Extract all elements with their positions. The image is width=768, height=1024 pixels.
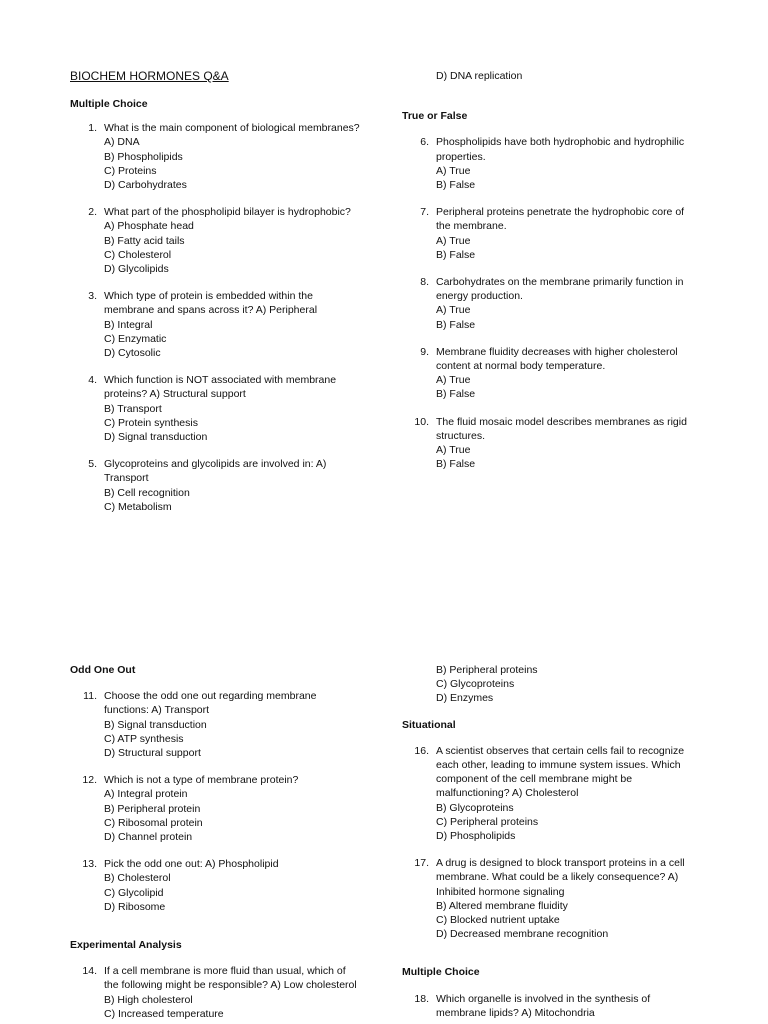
question-number: 8. xyxy=(420,276,429,289)
answer-option: D) Phospholipids xyxy=(436,830,516,843)
question-text: If a cell membrane is more fluid than usual, which of xyxy=(104,965,346,978)
question-item xyxy=(70,373,370,444)
answer-option: C) Ribosomal protein xyxy=(104,816,203,829)
answer-option: C) Blocked nutrient uptake xyxy=(436,914,560,927)
question-number: 18. xyxy=(414,992,429,1005)
question-item xyxy=(402,275,722,332)
answer-option: B) Integral xyxy=(104,318,153,331)
answer-option: B) False xyxy=(436,388,476,401)
question-number: 12. xyxy=(82,774,97,787)
question-number: 2. xyxy=(88,206,97,219)
question-item xyxy=(70,457,370,514)
answer-option: B) Phospholipids xyxy=(104,150,183,163)
answer-option: B) False xyxy=(436,318,476,331)
question-number: 1. xyxy=(88,122,97,135)
question-text: Glycoproteins and glycolipids are involved in: A) xyxy=(104,458,327,471)
page1-right-column xyxy=(402,69,722,471)
question-list xyxy=(70,689,370,914)
answer-option: B) Altered membrane fluidity xyxy=(436,899,568,912)
question-text: Which type of protein is embedded within the xyxy=(104,290,313,303)
question-item xyxy=(70,205,370,276)
section-list xyxy=(70,663,370,1021)
question-text: content at normal body temperature. xyxy=(436,360,606,373)
question-item xyxy=(402,744,722,843)
answer-option: D) Cytosolic xyxy=(104,347,161,360)
answer-option: D) Structural support xyxy=(104,747,201,760)
answer-option: A) Phosphate head xyxy=(104,220,194,233)
question-text: structures. xyxy=(436,429,486,442)
question-section xyxy=(402,718,722,942)
answer-option: B) Cell recognition xyxy=(104,486,190,499)
question-text: The fluid mosaic model describes membranes as rigid xyxy=(436,415,687,428)
answer-option: D) Carbohydrates xyxy=(104,179,187,192)
answer-option: B) False xyxy=(436,458,476,471)
answer-option: C) Glycolipid xyxy=(104,886,164,899)
page2-left-column xyxy=(70,663,370,1021)
answer-option: A) True xyxy=(436,374,471,387)
question-item xyxy=(402,205,722,262)
question-text: Which organelle is involved in the synthesis of xyxy=(436,992,651,1005)
answer-option: D) Ribosome xyxy=(104,900,166,913)
answer-option: D) Enzymes xyxy=(436,692,494,705)
question-number: 16. xyxy=(414,744,429,757)
question-text: each other, leading to immune system issues. Which xyxy=(436,759,681,772)
continued-option: D) DNA replication xyxy=(436,70,523,82)
answer-option: B) False xyxy=(436,179,476,192)
section-heading: Situational xyxy=(402,718,456,731)
question-item xyxy=(70,689,370,760)
question-text: Pick the odd one out: A) Phospholipid xyxy=(104,858,279,871)
answer-option: A) True xyxy=(436,304,471,317)
answer-option: C) ATP synthesis xyxy=(104,732,184,745)
question-text: Which function is NOT associated with membrane xyxy=(104,374,337,387)
page2-right-column xyxy=(402,663,722,1020)
section-heading: Multiple Choice xyxy=(402,966,480,979)
question-number: 13. xyxy=(82,858,97,871)
question-list xyxy=(402,744,722,942)
answer-option: B) Signal transduction xyxy=(104,718,207,731)
answer-option: B) High cholesterol xyxy=(104,993,193,1006)
question-section xyxy=(70,663,370,914)
document-title: BIOCHEM HORMONES Q&A xyxy=(70,69,229,83)
question-text: Membrane fluidity decreases with higher cholesterol xyxy=(436,345,678,358)
answer-option: B) Glycoproteins xyxy=(436,801,514,814)
section-heading: Odd One Out xyxy=(70,664,136,676)
question-item xyxy=(402,345,722,402)
question-text: Inhibited hormone signaling xyxy=(436,885,565,898)
question-text: A scientist observes that certain cells fail to recognize xyxy=(436,744,685,757)
question-text: malfunctioning? A) Cholesterol xyxy=(436,787,579,800)
question-item xyxy=(402,992,722,1020)
question-item xyxy=(402,415,722,472)
answer-option: C) Increased temperature xyxy=(104,1007,224,1020)
continued-options xyxy=(402,663,722,706)
question-text: Choose the odd one out regarding membrane xyxy=(104,690,317,703)
question-number: 17. xyxy=(414,857,429,870)
question-text: the following might be responsible? A) Low cholesterol xyxy=(104,979,357,992)
question-item xyxy=(70,289,370,360)
answer-option: B) Cholesterol xyxy=(104,872,171,885)
answer-option: A) DNA xyxy=(104,136,140,149)
answer-option: B) Transport xyxy=(104,402,162,415)
question-item xyxy=(402,856,722,941)
answer-option: B) Fatty acid tails xyxy=(104,234,185,247)
question-text: membrane lipids? A) Mitochondria xyxy=(436,1006,595,1019)
section-list xyxy=(402,718,722,1020)
question-text: the membrane. xyxy=(436,220,507,233)
section-heading-multiple-choice: Multiple Choice xyxy=(70,98,148,110)
answer-option: D) Signal transduction xyxy=(104,431,208,444)
question-item xyxy=(70,121,370,192)
question-list xyxy=(402,135,722,471)
question-number: 9. xyxy=(420,345,429,358)
question-text: proteins? A) Structural support xyxy=(104,388,246,401)
question-item xyxy=(402,135,722,192)
question-text: Carbohydrates on the membrane primarily function in xyxy=(436,276,684,289)
question-item xyxy=(70,773,370,844)
answer-option: B) Peripheral proteins xyxy=(436,664,538,676)
question-list xyxy=(70,964,370,1021)
question-number: 4. xyxy=(88,374,97,387)
question-text: Transport xyxy=(104,472,149,485)
section-heading-true-false: True or False xyxy=(402,110,468,123)
answer-option: C) Metabolism xyxy=(104,500,172,513)
question-text: What part of the phospholipid bilayer is hydrophobic? xyxy=(104,206,351,219)
question-text: functions: A) Transport xyxy=(104,704,210,717)
question-item xyxy=(70,964,370,1021)
question-text: What is the main component of biological membranes? xyxy=(104,122,360,135)
question-text: Phospholipids have both hydrophobic and hydrophilic xyxy=(436,136,685,149)
answer-option: C) Proteins xyxy=(104,164,157,177)
answer-option: D) Decreased membrane recognition xyxy=(436,928,609,941)
question-text: Which is not a type of membrane protein? xyxy=(104,774,299,787)
answer-option: D) Channel protein xyxy=(104,831,193,844)
question-list xyxy=(402,992,722,1020)
answer-option: A) Integral protein xyxy=(104,788,188,801)
question-text: properties. xyxy=(436,150,486,163)
answer-option: C) Cholesterol xyxy=(104,248,172,261)
question-number: 11. xyxy=(83,690,97,703)
answer-option: A) True xyxy=(436,234,471,247)
question-number: 5. xyxy=(88,458,97,471)
answer-option: B) Peripheral protein xyxy=(104,802,201,815)
question-number: 14. xyxy=(82,965,97,978)
answer-option: C) Enzymatic xyxy=(104,332,167,345)
question-number: 7. xyxy=(420,206,429,219)
question-text: Peripheral proteins penetrate the hydrophobic core of xyxy=(436,206,685,219)
question-number: 6. xyxy=(420,136,429,149)
question-list xyxy=(70,121,370,514)
question-text: energy production. xyxy=(436,290,523,303)
question-section xyxy=(70,938,370,1021)
question-text: component of the cell membrane might be xyxy=(436,773,633,786)
answer-option: D) Glycolipids xyxy=(104,263,169,276)
answer-option: A) True xyxy=(436,164,471,177)
question-text: membrane and spans across it? A) Peripheral xyxy=(104,304,318,317)
answer-option: B) False xyxy=(436,248,476,261)
answer-option: A) True xyxy=(436,444,471,457)
question-number: 10. xyxy=(414,415,429,428)
answer-option: C) Glycoproteins xyxy=(436,678,515,691)
question-section xyxy=(402,965,722,1020)
page1-left-column xyxy=(70,69,370,514)
question-item xyxy=(70,857,370,914)
question-text: A drug is designed to block transport proteins in a cell xyxy=(436,857,685,870)
question-text: membrane. What could be a likely consequence? A) xyxy=(436,871,679,884)
question-number: 3. xyxy=(88,290,97,303)
answer-option: C) Peripheral proteins xyxy=(436,815,539,828)
section-heading: Experimental Analysis xyxy=(70,939,182,952)
answer-option: C) Protein synthesis xyxy=(104,416,198,429)
